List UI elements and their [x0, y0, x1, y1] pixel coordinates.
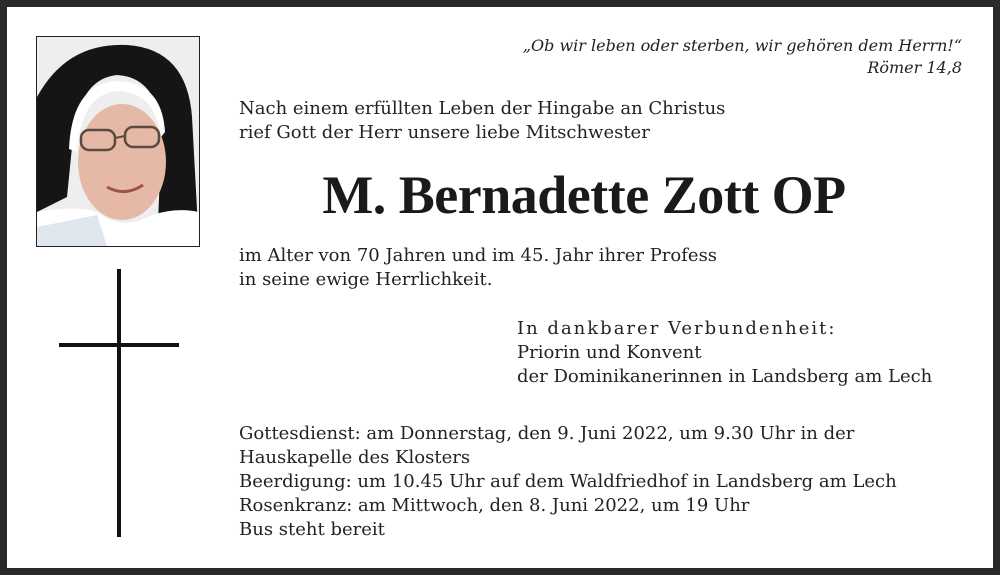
age-line: in seine ewige Herrlichkeit. [239, 269, 493, 290]
thanks-line: der Dominikanerinnen in Landsberg am Lech [517, 366, 933, 387]
intro-line: rief Gott der Herr unsere liebe Mitschwester [239, 122, 650, 143]
quote-text: „Ob wir leben oder sterben, wir gehören dem Herrn!“ [522, 36, 962, 55]
thanks-line: Priorin und Konvent [517, 342, 702, 363]
thanks-section [517, 317, 932, 389]
obituary-card [7, 7, 993, 568]
age-text [239, 244, 717, 292]
deceased-name: M. Bernadette Zott OP [322, 165, 846, 225]
intro-line: Nach einem erfüllten Leben der Hingabe an Christus [239, 98, 726, 119]
details-line: Bus steht bereit [239, 519, 385, 540]
thanks-heading: In dankbarer Verbundenheit: [517, 318, 837, 339]
details-line: Beerdigung: um 10.45 Uhr auf dem Waldfriedhof in Landsberg am Lech [239, 471, 897, 492]
service-details [239, 422, 897, 542]
portrait-photo [36, 36, 200, 247]
cross-icon-bar [59, 343, 179, 347]
intro-text [239, 97, 725, 145]
cross-icon [117, 269, 121, 537]
bible-quote [523, 35, 962, 79]
age-line: im Alter von 70 Jahren und im 45. Jahr ihrer Profess [239, 245, 718, 266]
details-line: Rosenkranz: am Mittwoch, den 8. Juni 2022, um 19 Uhr [239, 495, 750, 516]
details-line: Gottesdienst: am Donnerstag, den 9. Juni 2022, um 9.30 Uhr in der [239, 423, 855, 444]
quote-source: Römer 14,8 [867, 58, 962, 77]
details-line: Hauskapelle des Klosters [239, 447, 471, 468]
